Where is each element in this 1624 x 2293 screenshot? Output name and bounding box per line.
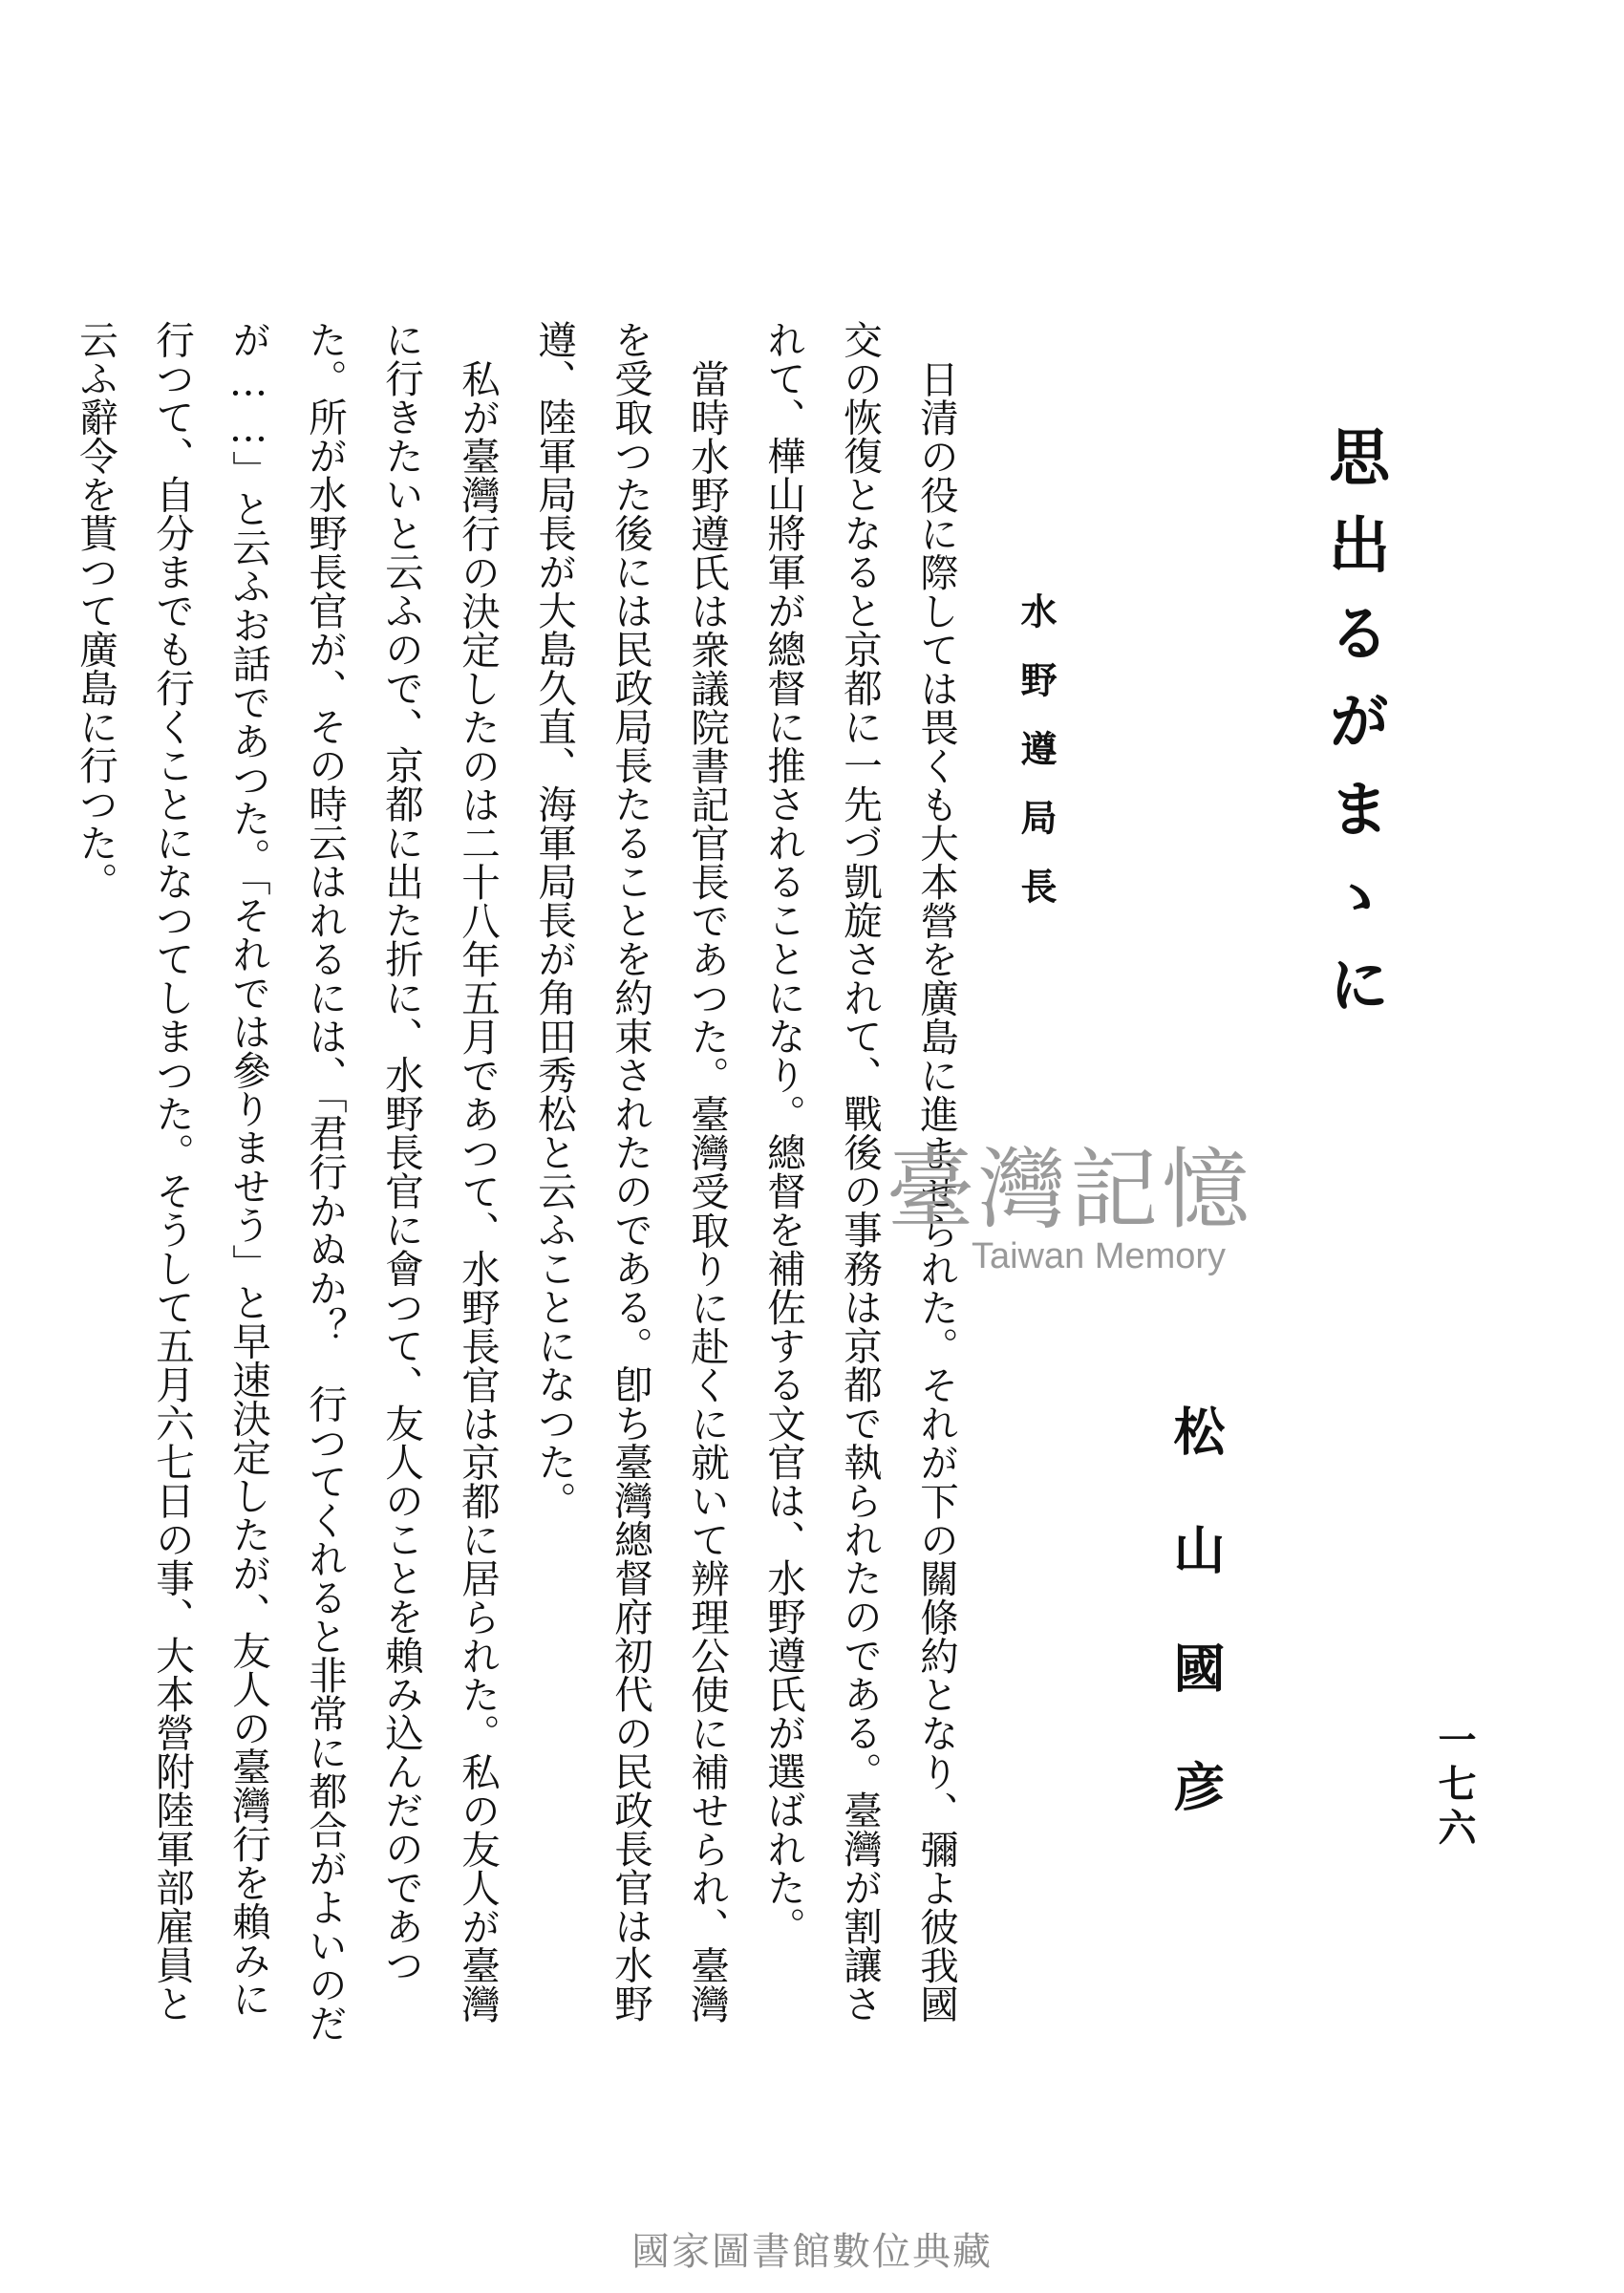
paragraph-2: 當時水野遵氏は衆議院書記官長であつた。臺灣受取りに赴くに就いて辨理公使に補せられ、臺灣を受取つた後には民政局長たることを約束されたのである。卽ち臺灣總督府初代の民政長官は水野遵、陸軍局長が大島久直、海軍局長が角田秀松と云ふことになつた。 [531, 320, 730, 2023]
page-number: 一七六 [1432, 1720, 1477, 1852]
body-text [73, 320, 974, 2049]
page-title: 思出るがまゝに [1318, 425, 1390, 1040]
section-heading: 水野遵局長 [1015, 592, 1058, 936]
watermark-logo: 臺灣記憶 [886, 1139, 1253, 1241]
author-name: 松山國彦 [1165, 1404, 1227, 1878]
footer-credit: 國家圖書館數位典藏 [631, 2230, 993, 2274]
paragraph-3: 私が臺灣行の決定したのは二十八年五月であつて、水野長官は京都に居られた。私の友人が臺灣に行きたいと云ふので、京都に出た折に、水野長官に會つて、友人のことを賴み込んだのであつた。所が水野長官が、その時云はれるには、「君行かぬか？ 行つてくれると非常に都合がよいのだが……」と云ふお話であつた。「それでは參りませう」と早速決定したが、友人の臺灣行を賴みに行つて、自分までも行くことになつてしまつた。そうして五月六七日の事、大本營附陸軍部雇員と云ふ辭令を貰つて廣島に行つた。 [73, 320, 501, 2043]
paragraph-1: 日清の役に際しては畏くも大本營を廣島に進ませられた。それが下の關條約となり、彌よ彼我國交の恢復となると京都に一先づ凱旋されて、戰後の事務は京都で執られたのである。臺灣が割讓されて、樺山將軍が總督に推されることになり。總督を補佐する文官は、水野遵氏が選ばれた。 [760, 320, 959, 2023]
watermark-english: Taiwan Memory [971, 1236, 1227, 1276]
